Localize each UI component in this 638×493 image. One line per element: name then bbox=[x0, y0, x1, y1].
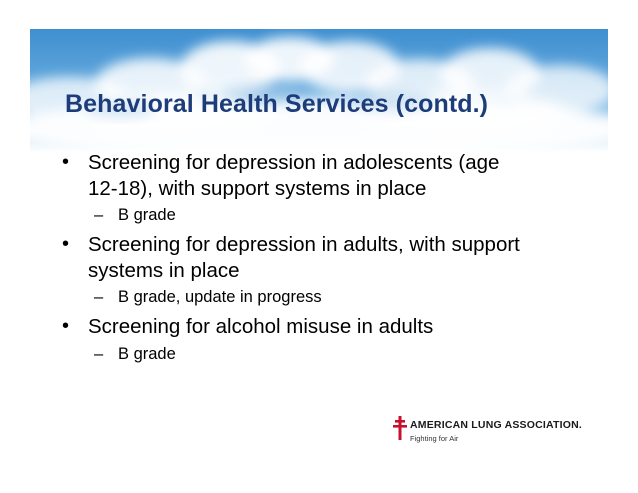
bullet-marker: • bbox=[62, 233, 70, 255]
bullet-text-line: systems in place bbox=[88, 258, 240, 282]
slide-title: Behavioral Health Services (contd.) bbox=[65, 90, 489, 118]
bullet-marker: • bbox=[62, 151, 70, 173]
sub-bullet-marker: – bbox=[94, 344, 104, 363]
sub-bullet-text: B grade bbox=[118, 206, 176, 224]
sub-bullet-marker: – bbox=[94, 206, 104, 224]
bullet-item bbox=[62, 232, 582, 283]
bullet-text-line: Screening for alcohol misuse in adults bbox=[88, 315, 434, 338]
bullet-text-line: Screening for depression in adolescents (age bbox=[88, 151, 500, 174]
bullet-marker: • bbox=[62, 315, 70, 337]
sub-bullet-item bbox=[62, 287, 582, 308]
double-barred-cross-icon bbox=[393, 415, 407, 441]
sub-bullet-text: B grade, update in progress bbox=[118, 288, 322, 306]
bullet-item bbox=[62, 150, 582, 201]
bullet-text-line: 12-18), with support systems in place bbox=[88, 176, 427, 200]
bullet-list bbox=[62, 150, 582, 365]
sub-bullet-text: B grade bbox=[118, 344, 176, 363]
logo-tagline: Fighting for Air bbox=[410, 434, 459, 443]
american-lung-association-logo bbox=[393, 415, 593, 447]
sub-bullet-item bbox=[62, 205, 582, 226]
sub-bullet-item bbox=[62, 344, 582, 365]
sub-bullet-marker: – bbox=[94, 288, 104, 306]
logo-name: AMERICAN LUNG ASSOCIATION. bbox=[410, 419, 583, 431]
bullet-item bbox=[62, 314, 582, 340]
bullet-text-line: Screening for depression in adults, with support bbox=[88, 233, 520, 256]
